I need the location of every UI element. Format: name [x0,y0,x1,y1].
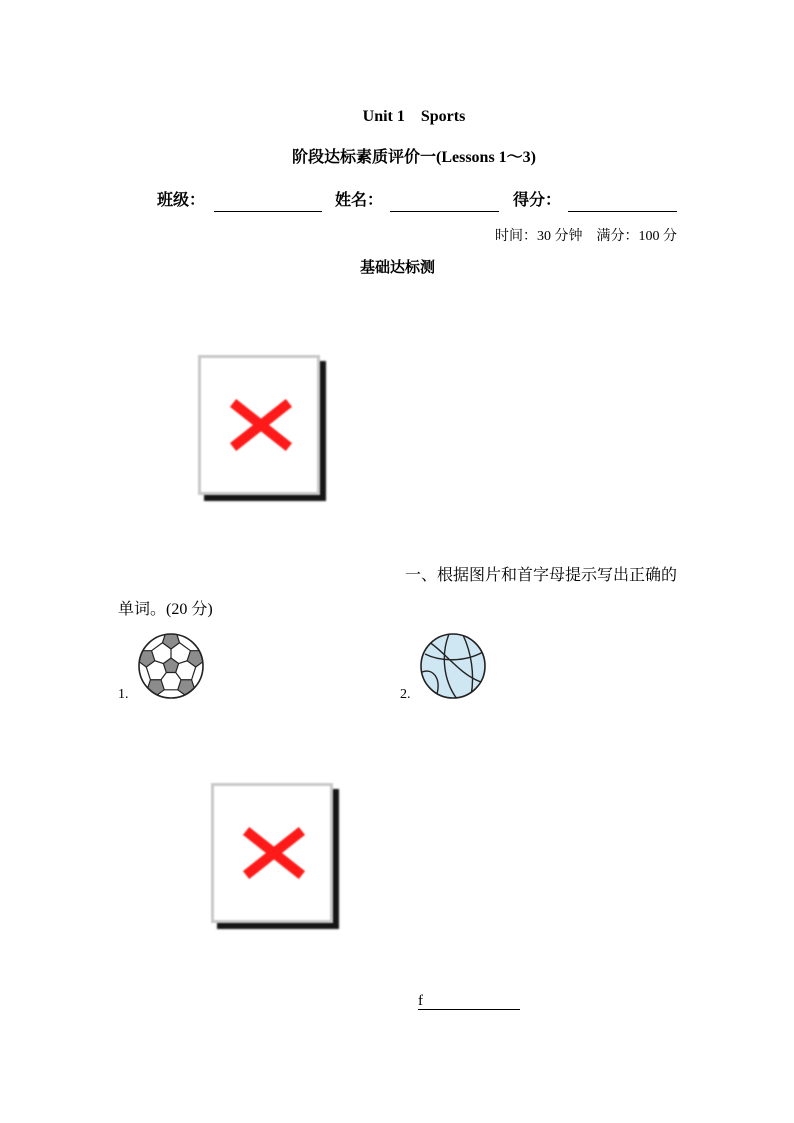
red-x-icon [201,358,317,492]
basketball-icon [419,632,487,700]
question-instruction: 一、根据图片和首字母提示写出正确的 [404,567,677,584]
broken-image-icon [198,355,320,495]
broken-image-icon [211,783,333,923]
item-number-2: 2. [400,687,411,702]
question-instruction-continued: 单词。(20 分) [118,601,213,618]
score-label: 得分： [513,192,562,209]
answer-hint-letter: f [418,993,423,1009]
class-label: 班级： [157,192,206,209]
assessment-subtitle: 阶段达标素质评价一(Lessons 1～3) [291,149,536,166]
name-label: 姓名： [335,192,384,209]
unit-title: Unit 1 Sports [362,108,466,125]
item-number-1: 1. [118,687,129,702]
time-info: 时间：30 分钟 满分：100 分 [495,229,677,244]
name-blank [390,195,499,212]
soccer-ball-icon [137,632,205,700]
score-blank [568,195,677,212]
class-blank [214,195,322,212]
answer-hint-blank [418,993,520,1010]
section-heading: 基础达标测 [359,260,435,276]
red-x-icon [214,786,330,920]
